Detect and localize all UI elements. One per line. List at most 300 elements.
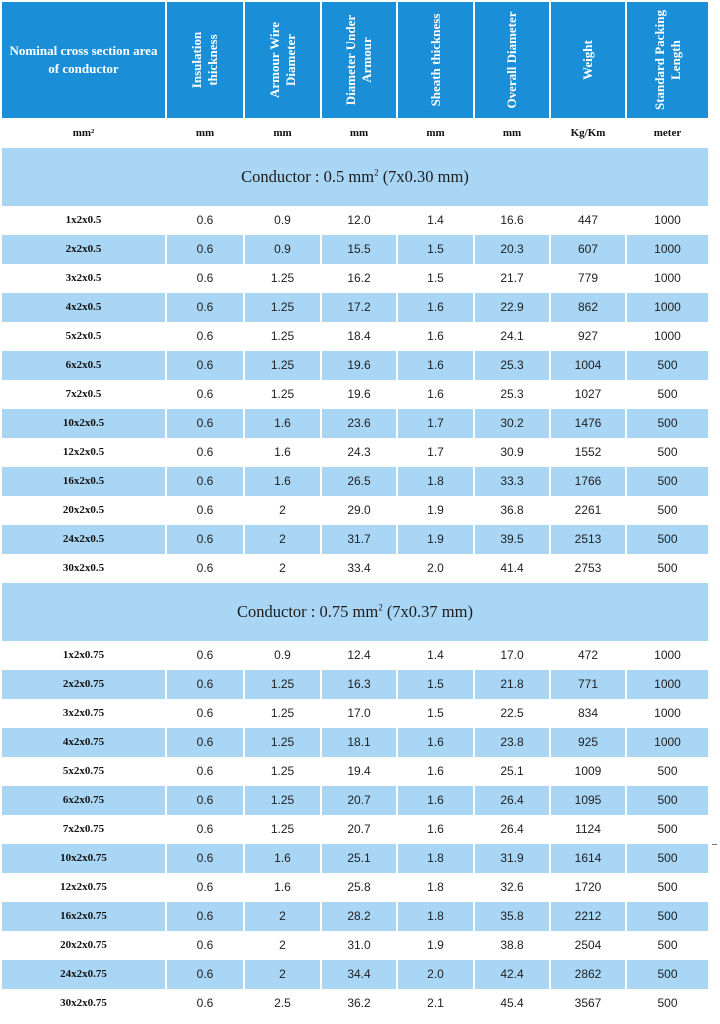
- cell-sheath: 1.4: [427, 213, 444, 227]
- column-divider: [396, 293, 398, 322]
- column-divider: [473, 438, 475, 467]
- conductor-section-heading: [2, 148, 708, 206]
- cell-armour: 2: [279, 967, 286, 981]
- column-divider: [396, 728, 398, 757]
- table-row: [2, 873, 708, 902]
- section-label-suffix: (7x0.30 mm): [378, 167, 469, 186]
- cell-overall: 21.7: [500, 271, 524, 285]
- column-divider: [396, 873, 398, 902]
- header-packing-label: Standard Packing Length: [651, 9, 683, 111]
- column-divider: [243, 235, 245, 264]
- column-divider: [473, 960, 475, 989]
- cell-insulation: 0.6: [196, 213, 214, 227]
- column-divider: [625, 931, 627, 960]
- cell-weight: 2212: [574, 909, 602, 923]
- section-label-prefix: Conductor : 0.75 mm: [237, 602, 379, 621]
- unit-insulation: mm: [195, 127, 215, 139]
- column-divider: [396, 264, 398, 293]
- cell-sheath: 1.7: [427, 416, 444, 430]
- column-divider: [243, 989, 245, 1018]
- cell-packing: 500: [657, 561, 678, 575]
- cell-overall: 20.3: [500, 242, 524, 256]
- column-divider: [549, 786, 551, 815]
- cell-packing: 500: [657, 416, 678, 430]
- cell-armour: 2.5: [274, 996, 291, 1010]
- cell-insulation: 0.6: [196, 561, 214, 575]
- cell-size: 2x2x0.5: [65, 243, 102, 255]
- cell-size: 6x2x0.75: [62, 794, 105, 806]
- cell-size: 16x2x0.5: [62, 475, 105, 487]
- header-weight: [551, 2, 625, 118]
- cell-overall: 22.5: [500, 706, 524, 720]
- table-row: [2, 235, 708, 264]
- table-row: [2, 293, 708, 322]
- cell-armour: 0.9: [274, 242, 291, 256]
- cell-armour: 1.25: [270, 822, 295, 836]
- column-divider: [473, 815, 475, 844]
- cell-size: 16x2x0.75: [60, 910, 107, 922]
- cell-under-armour: 20.7: [347, 793, 371, 807]
- column-divider: [473, 351, 475, 380]
- cell-weight: 862: [577, 300, 599, 314]
- table-row: [2, 525, 708, 554]
- header-nominal-cross-section: [2, 2, 165, 118]
- column-divider: [320, 757, 322, 786]
- units-row: [2, 118, 708, 148]
- column-divider: [625, 235, 627, 264]
- column-divider: [625, 496, 627, 525]
- cell-insulation: 0.6: [196, 271, 214, 285]
- header-armour-label: Armour Wire Diameter: [266, 22, 298, 98]
- table-row: [2, 322, 708, 351]
- column-divider: [549, 380, 551, 409]
- cell-weight: 2753: [574, 561, 602, 575]
- column-divider: [625, 815, 627, 844]
- cell-under-armour: 29.0: [347, 503, 371, 517]
- cell-under-armour: 36.2: [347, 996, 371, 1010]
- column-divider: [549, 931, 551, 960]
- column-divider: [320, 496, 322, 525]
- cell-size: 10x2x0.75: [60, 852, 107, 864]
- cell-sheath: 1.7: [427, 445, 444, 459]
- table-row: [2, 902, 708, 931]
- cell-weight: 925: [577, 735, 599, 749]
- table-row: [2, 931, 708, 960]
- column-divider: [165, 960, 167, 989]
- cell-overall: 17.0: [500, 648, 524, 662]
- header-under-armour-label: Diameter Under Armour: [342, 14, 374, 106]
- cell-armour: 1.6: [274, 416, 291, 430]
- cell-armour: 1.25: [270, 358, 295, 372]
- cell-sheath: 1.6: [427, 300, 444, 314]
- cell-size: 12x2x0.75: [60, 881, 107, 893]
- table-row: [2, 438, 708, 467]
- column-divider: [320, 670, 322, 699]
- cell-sheath: 1.9: [427, 503, 444, 517]
- column-divider: [320, 844, 322, 873]
- column-divider: [473, 757, 475, 786]
- column-divider: [243, 902, 245, 931]
- cell-insulation: 0.6: [196, 532, 214, 546]
- column-divider: [165, 641, 167, 670]
- cell-armour: 1.25: [270, 271, 295, 285]
- cell-weight: 2513: [574, 532, 602, 546]
- column-divider: [473, 641, 475, 670]
- cell-size: 24x2x0.75: [60, 968, 107, 980]
- cell-size: 6x2x0.5: [65, 359, 102, 371]
- column-divider: [320, 235, 322, 264]
- column-divider: [320, 293, 322, 322]
- column-divider: [625, 902, 627, 931]
- cell-size: 4x2x0.75: [62, 736, 105, 748]
- cell-overall: 36.8: [500, 503, 524, 517]
- table-body: [2, 148, 708, 1018]
- column-divider: [165, 815, 167, 844]
- column-divider: [165, 438, 167, 467]
- column-divider: [396, 496, 398, 525]
- column-divider: [549, 670, 551, 699]
- cell-packing: 500: [657, 503, 678, 517]
- cell-under-armour: 18.4: [347, 329, 371, 343]
- column-divider: [473, 902, 475, 931]
- column-divider: [625, 728, 627, 757]
- column-divider: [549, 235, 551, 264]
- column-divider: [625, 525, 627, 554]
- header-weight-label: Weight: [579, 40, 595, 80]
- header-overall-diameter: [475, 2, 549, 118]
- column-divider: [396, 815, 398, 844]
- header-sheath-thickness: [398, 2, 473, 118]
- cell-under-armour: 17.0: [347, 706, 371, 720]
- column-divider: [625, 554, 627, 583]
- column-divider: [243, 815, 245, 844]
- cell-armour: 1.25: [270, 677, 295, 691]
- column-divider: [473, 786, 475, 815]
- cell-weight: 607: [577, 242, 599, 256]
- column-divider: [165, 989, 167, 1018]
- unit-armour: mm: [273, 127, 292, 139]
- cell-under-armour: 19.6: [347, 387, 371, 401]
- cell-packing: 500: [657, 387, 678, 401]
- column-divider: [396, 960, 398, 989]
- cell-insulation: 0.6: [196, 300, 214, 314]
- column-divider: [625, 960, 627, 989]
- cell-armour: 1.25: [270, 735, 295, 749]
- column-divider: [549, 554, 551, 583]
- table-row: [2, 699, 708, 728]
- cell-armour: 0.9: [274, 648, 291, 662]
- cell-overall: 21.8: [500, 677, 524, 691]
- cell-weight: 1476: [574, 416, 602, 430]
- column-divider: [243, 467, 245, 496]
- column-divider: [549, 206, 551, 235]
- cell-size: 5x2x0.75: [62, 765, 105, 777]
- column-divider: [396, 989, 398, 1018]
- cable-spec-table: [2, 2, 708, 1018]
- section-label-prefix: Conductor : 0.5 mm: [241, 167, 375, 186]
- cell-overall: 42.4: [500, 967, 524, 981]
- section-label-superscript: 2: [378, 602, 383, 613]
- cell-under-armour: 19.4: [347, 764, 371, 778]
- table-row: [2, 380, 708, 409]
- cell-weight: 447: [577, 213, 599, 227]
- cell-overall: 41.4: [500, 561, 524, 575]
- column-divider: [396, 931, 398, 960]
- cell-overall: 33.3: [500, 474, 524, 488]
- cell-packing: 1000: [654, 271, 681, 285]
- column-divider: [625, 409, 627, 438]
- column-divider: [320, 699, 322, 728]
- column-divider: [320, 786, 322, 815]
- column-divider: [549, 409, 551, 438]
- cell-sheath: 1.5: [427, 271, 444, 285]
- cell-under-armour: 23.6: [347, 416, 371, 430]
- column-divider: [625, 989, 627, 1018]
- cell-weight: 1552: [574, 445, 602, 459]
- cell-overall: 25.3: [500, 387, 524, 401]
- column-divider: [473, 699, 475, 728]
- cell-sheath: 1.4: [427, 648, 444, 662]
- column-divider: [473, 844, 475, 873]
- unit-sheath: mm: [426, 127, 445, 139]
- cell-insulation: 0.6: [196, 706, 214, 720]
- cell-overall: 38.8: [500, 938, 524, 952]
- column-divider: [243, 525, 245, 554]
- cell-size: 30x2x0.75: [60, 997, 107, 1009]
- cell-under-armour: 16.2: [347, 271, 371, 285]
- cell-under-armour: 18.1: [347, 735, 371, 749]
- cell-armour: 1.6: [274, 880, 291, 894]
- cell-under-armour: 12.0: [347, 213, 371, 227]
- unit-packing: meter: [653, 127, 682, 139]
- cell-packing: 500: [657, 793, 678, 807]
- header-insulation-thickness: [167, 2, 243, 118]
- cell-size: 7x2x0.75: [62, 823, 105, 835]
- column-divider: [625, 641, 627, 670]
- column-divider: [165, 931, 167, 960]
- cell-insulation: 0.6: [196, 938, 214, 952]
- conductor-section-heading: [2, 583, 708, 641]
- cell-overall: 26.4: [500, 793, 524, 807]
- cell-insulation: 0.6: [196, 735, 214, 749]
- column-divider: [320, 989, 322, 1018]
- column-divider: [165, 322, 167, 351]
- cell-size: 10x2x0.5: [62, 417, 105, 429]
- column-divider: [320, 409, 322, 438]
- cell-overall: 16.6: [500, 213, 524, 227]
- cell-packing: 500: [657, 880, 678, 894]
- cell-weight: 1720: [574, 880, 602, 894]
- column-divider: [625, 699, 627, 728]
- cell-packing: 500: [657, 358, 678, 372]
- column-divider: [625, 757, 627, 786]
- cell-armour: 1.6: [274, 851, 291, 865]
- column-divider: [549, 699, 551, 728]
- cell-weight: 927: [577, 329, 599, 343]
- column-divider: [473, 670, 475, 699]
- table-row: [2, 409, 708, 438]
- table-row: [2, 960, 708, 989]
- column-divider: [473, 525, 475, 554]
- cell-overall: 32.6: [500, 880, 524, 894]
- column-divider: [165, 699, 167, 728]
- cell-under-armour: 25.1: [347, 851, 371, 865]
- column-divider: [243, 873, 245, 902]
- cell-packing: 1000: [654, 735, 681, 749]
- column-divider: [320, 525, 322, 554]
- column-divider: [165, 554, 167, 583]
- cell-insulation: 0.6: [196, 358, 214, 372]
- cell-insulation: 0.6: [196, 416, 214, 430]
- cell-size: 7x2x0.5: [65, 388, 102, 400]
- column-divider: [549, 989, 551, 1018]
- column-divider: [396, 322, 398, 351]
- column-divider: [320, 554, 322, 583]
- cell-size: 4x2x0.5: [65, 301, 102, 313]
- column-divider: [320, 931, 322, 960]
- column-divider: [396, 351, 398, 380]
- column-divider: [549, 322, 551, 351]
- section-label-superscript: 2: [374, 167, 379, 178]
- column-divider: [320, 873, 322, 902]
- cell-size: 20x2x0.5: [62, 504, 105, 516]
- cell-sheath: 1.6: [427, 793, 444, 807]
- table-row: [2, 815, 708, 844]
- cell-insulation: 0.6: [196, 648, 214, 662]
- cell-overall: 35.8: [500, 909, 524, 923]
- column-divider: [396, 844, 398, 873]
- table-header: [2, 2, 708, 118]
- column-divider: [243, 728, 245, 757]
- column-divider: [549, 960, 551, 989]
- column-divider: [396, 467, 398, 496]
- column-divider: [549, 815, 551, 844]
- column-divider: [473, 322, 475, 351]
- column-divider: [243, 351, 245, 380]
- cell-armour: 1.25: [270, 329, 295, 343]
- cell-overall: 25.3: [500, 358, 524, 372]
- unit-weight: Kg/Km: [570, 127, 606, 139]
- column-divider: [396, 641, 398, 670]
- cell-insulation: 0.6: [196, 880, 214, 894]
- cell-insulation: 0.6: [196, 764, 214, 778]
- column-divider: [396, 699, 398, 728]
- column-divider: [320, 960, 322, 989]
- cell-sheath: 1.6: [427, 735, 444, 749]
- table-row: [2, 844, 708, 873]
- cell-sheath: 1.6: [427, 358, 444, 372]
- cell-weight: 2862: [574, 967, 602, 981]
- header-standard-packing-length: [627, 2, 708, 118]
- cell-weight: 779: [577, 271, 599, 285]
- cell-under-armour: 20.7: [347, 822, 371, 836]
- column-divider: [549, 438, 551, 467]
- header-armour-wire-diameter: [245, 2, 320, 118]
- cell-weight: 1614: [574, 851, 602, 865]
- cell-armour: 2: [279, 938, 286, 952]
- column-divider: [396, 409, 398, 438]
- cell-weight: 1095: [574, 793, 602, 807]
- column-divider: [165, 525, 167, 554]
- cell-weight: 3567: [574, 996, 602, 1010]
- column-divider: [320, 380, 322, 409]
- cell-insulation: 0.6: [196, 387, 214, 401]
- cell-size: 1x2x0.5: [65, 214, 102, 226]
- cell-sheath: 2.0: [427, 967, 444, 981]
- column-divider: [165, 293, 167, 322]
- cell-under-armour: 25.8: [347, 880, 371, 894]
- column-divider: [549, 873, 551, 902]
- column-divider: [243, 409, 245, 438]
- cell-size: 2x2x0.75: [62, 678, 105, 690]
- cell-weight: 472: [577, 648, 599, 662]
- column-divider: [165, 380, 167, 409]
- cell-weight: 1124: [575, 822, 601, 836]
- cell-under-armour: 28.2: [347, 909, 371, 923]
- column-divider: [165, 670, 167, 699]
- table-row: [2, 989, 708, 1018]
- cell-weight: 1004: [574, 358, 602, 372]
- column-divider: [549, 264, 551, 293]
- cell-weight: 1009: [574, 764, 602, 778]
- cell-under-armour: 19.6: [347, 358, 371, 372]
- column-divider: [320, 351, 322, 380]
- edge-mark: [712, 844, 717, 845]
- column-divider: [473, 496, 475, 525]
- column-divider: [320, 467, 322, 496]
- cell-weight: 1027: [574, 387, 602, 401]
- table-row: [2, 496, 708, 525]
- cell-under-armour: 33.4: [347, 561, 371, 575]
- cell-under-armour: 16.3: [347, 677, 371, 691]
- column-divider: [473, 293, 475, 322]
- cell-sheath: 1.8: [427, 880, 444, 894]
- cell-weight: 1766: [574, 474, 602, 488]
- column-divider: [165, 786, 167, 815]
- cell-insulation: 0.6: [196, 822, 214, 836]
- cell-packing: 1000: [654, 242, 681, 256]
- cell-sheath: 2.0: [427, 561, 444, 575]
- header-sheath-label: Sheath thickness: [427, 13, 443, 107]
- unit-overall: mm: [502, 127, 522, 139]
- cell-insulation: 0.6: [196, 996, 214, 1010]
- column-divider: [625, 351, 627, 380]
- cell-size: 12x2x0.5: [62, 446, 105, 458]
- cell-under-armour: 26.5: [347, 474, 371, 488]
- cell-insulation: 0.6: [196, 445, 214, 459]
- table-row: [2, 351, 708, 380]
- cell-armour: 2: [279, 532, 286, 546]
- cell-weight: 834: [577, 706, 599, 720]
- header-diameter-under-armour: [322, 2, 396, 118]
- cell-overall: 30.2: [500, 416, 524, 430]
- cell-sheath: 1.6: [427, 329, 444, 343]
- cell-sheath: 1.6: [427, 387, 444, 401]
- column-divider: [165, 351, 167, 380]
- table-row: [2, 467, 708, 496]
- cell-armour: 1.6: [274, 474, 291, 488]
- cell-overall: 23.8: [500, 735, 524, 749]
- column-divider: [243, 641, 245, 670]
- column-divider: [243, 699, 245, 728]
- column-divider: [165, 206, 167, 235]
- cell-under-armour: 15.5: [347, 242, 371, 256]
- cell-packing: 500: [657, 764, 678, 778]
- cell-packing: 1000: [654, 677, 681, 691]
- column-divider: [243, 496, 245, 525]
- column-divider: [625, 380, 627, 409]
- cell-packing: 500: [657, 996, 678, 1010]
